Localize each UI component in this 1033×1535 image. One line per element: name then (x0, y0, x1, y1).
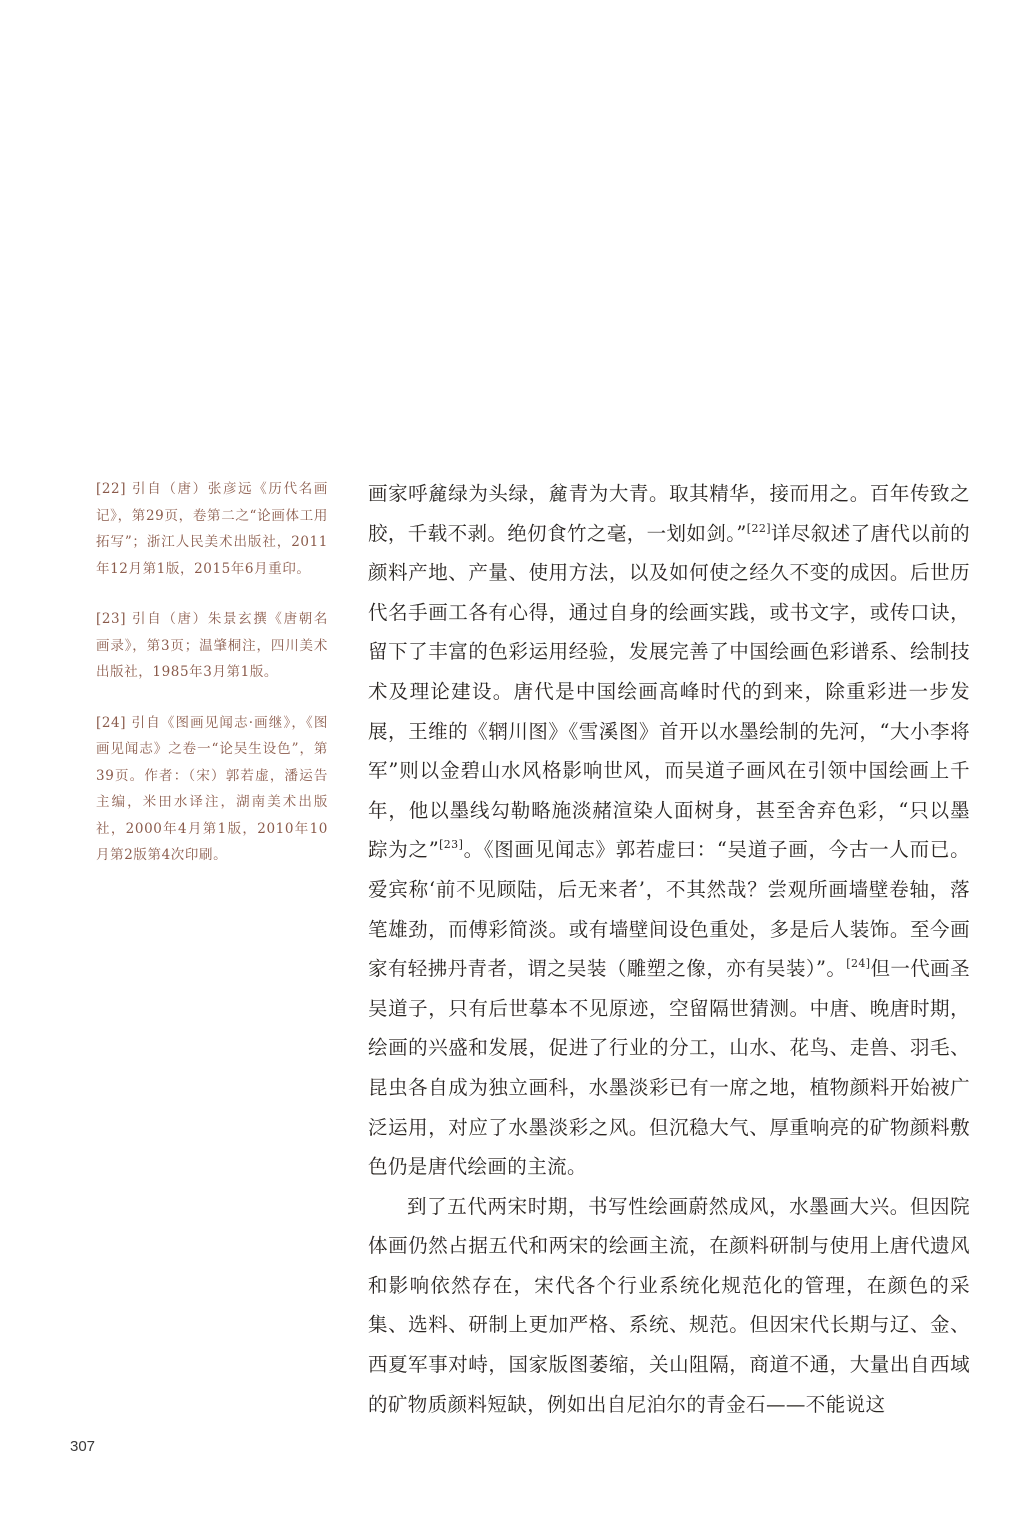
footnote-24: [24] 引自《图画见闻志·画继》，《图画见闻志》之卷一“论吴生设色”，第39页。作者：（宋）郭若虚，潘运告主编，米田水译注，湖南美术出版社，2000年4月第1版，2010年10月第2版第4次印刷。 (96, 714, 328, 863)
paragraph-1 (368, 474, 970, 1187)
footnotes-column (96, 476, 328, 893)
footnote-23: [23] 引自（唐）朱景玄撰《唐朝名画录》，第3页；温肇桐注，四川美术出版社，1985年3月第1版。 (96, 611, 328, 680)
paragraph-1-segment-1: 画家呼麄绿为头绿，麄青为大青。取其精华，接而用之。百年传致之胶，千载不剥。绝仞食竹之毫，一划如剑。” (368, 482, 970, 545)
paragraph-1-segment-2: 详尽叙述了唐代以前的颜料产地、产量、使用方法，以及如何使之经久不变的成因。后世历代名手画工各有心得，通过自身的绘画实践，或书文字，或传口诀，留下了丰富的色彩运用经验，发展完善了中国绘画色彩谱系、绘制技术及理论建设。唐代是中国绘画高峰时代的到来，除重彩进一步发展，王维的《辋川图》《雪溪图》首开以水墨绘制的先河，“大小李将军”则以金碧山水风格影响世风，而吴道子画风在引领中国绘画上千年，他以墨线勾勒略施淡赭渲染人面树身，甚至舍弃色彩，“只以墨踪为之” (368, 521, 970, 862)
paragraph-1-segment-3: 。《图画见闻志》郭若虚曰：“吴道子画，今古一人而已。爱宾称‘前不见顾陆，后无来者’，不其然哉？尝观所画墙壁卷轴，落笔雄劲，而傅彩简淡。或有墙壁间设色重处，多是后人装饰。至今画家有轻拂丹青者，谓之吴装（雕塑之像，亦有吴装）”。 (368, 838, 971, 981)
citation-24: [24] (846, 957, 871, 971)
paragraph-1-segment-4: 但一代画圣吴道子，只有后世摹本不见原迹，空留隔世猜测。中唐、晚唐时期，绘画的兴盛和发展，促进了行业的分工，山水、花鸟、走兽、羽毛、昆虫各自成为独立画科，水墨淡彩已有一席之地，植物颜料开始被广泛运用，对应了水墨淡彩之风。但沉稳大气、厚重响亮的矿物颜料敷色仍是唐代绘画的主流。 (368, 957, 970, 1179)
citation-23: [23] (439, 838, 464, 852)
main-text (368, 474, 970, 1424)
citation-22: [22] (746, 521, 771, 535)
footnote-22: [22] 引自（唐）张彦远《历代名画记》，第29页，卷第二之“论画体工用拓写”；浙江人民美术出版社，2011年12月第1版，2015年6月重印。 (96, 481, 328, 577)
page-number: 307 (70, 1438, 96, 1455)
paragraph-2: 到了五代两宋时期，书写性绘画蔚然成风，水墨画大兴。但因院体画仍然占据五代和两宋的绘画主流，在颜料研制与使用上唐代遗风和影响依然存在，宋代各个行业系统化规范化的管理，在颜色的采集、选料、研制上更加严格、系统、规范。但因宋代长期与辽、金、西夏军事对峙，国家版图萎缩，关山阻隔，商道不通，大量出自西域的矿物质颜料短缺，例如出自尼泊尔的青金石——不能说这 (368, 1194, 970, 1416)
